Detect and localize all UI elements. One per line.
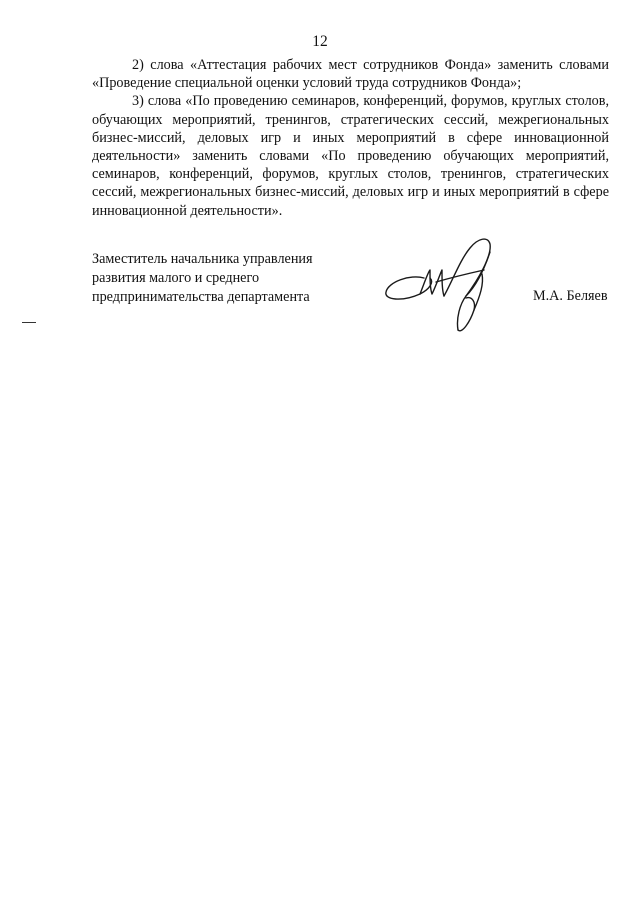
signature-position xyxy=(92,250,342,306)
position-line-1: Заместитель начальника управления xyxy=(92,251,313,267)
handwritten-signature xyxy=(380,226,520,338)
paragraph-item-3: 3) слова «По проведению семинаров, конференций, форумов, круглых столов, обучающих мероприятий, тренингов, стратегических сессий, межрегиональных бизнес-миссий, деловых игр и иных мероприятий в сфере инновационной деятельности» заменить словами «По проведению обучающих мероприятий, семинаров, конференций, форумов, круглых столов, тренингов, стратегических сессий, межрегиональных бизнес-миссий, деловых игр и иных мероприятий в сфере инновационной деятельности». xyxy=(92,93,609,219)
paragraph-item-2: 2) слова «Аттестация рабочих мест сотрудников Фонда» заменить словами «Проведение специальной оценки условий труда сотрудников Фонда»; xyxy=(92,57,609,92)
position-line-2: развития малого и среднего xyxy=(92,269,260,286)
margin-mark xyxy=(22,322,36,323)
body-text xyxy=(92,56,609,220)
signer-name: М.А. Беляев xyxy=(533,288,608,304)
page-number: 12 xyxy=(312,33,328,50)
position-line-3: предпринимательства департамента xyxy=(92,288,310,305)
